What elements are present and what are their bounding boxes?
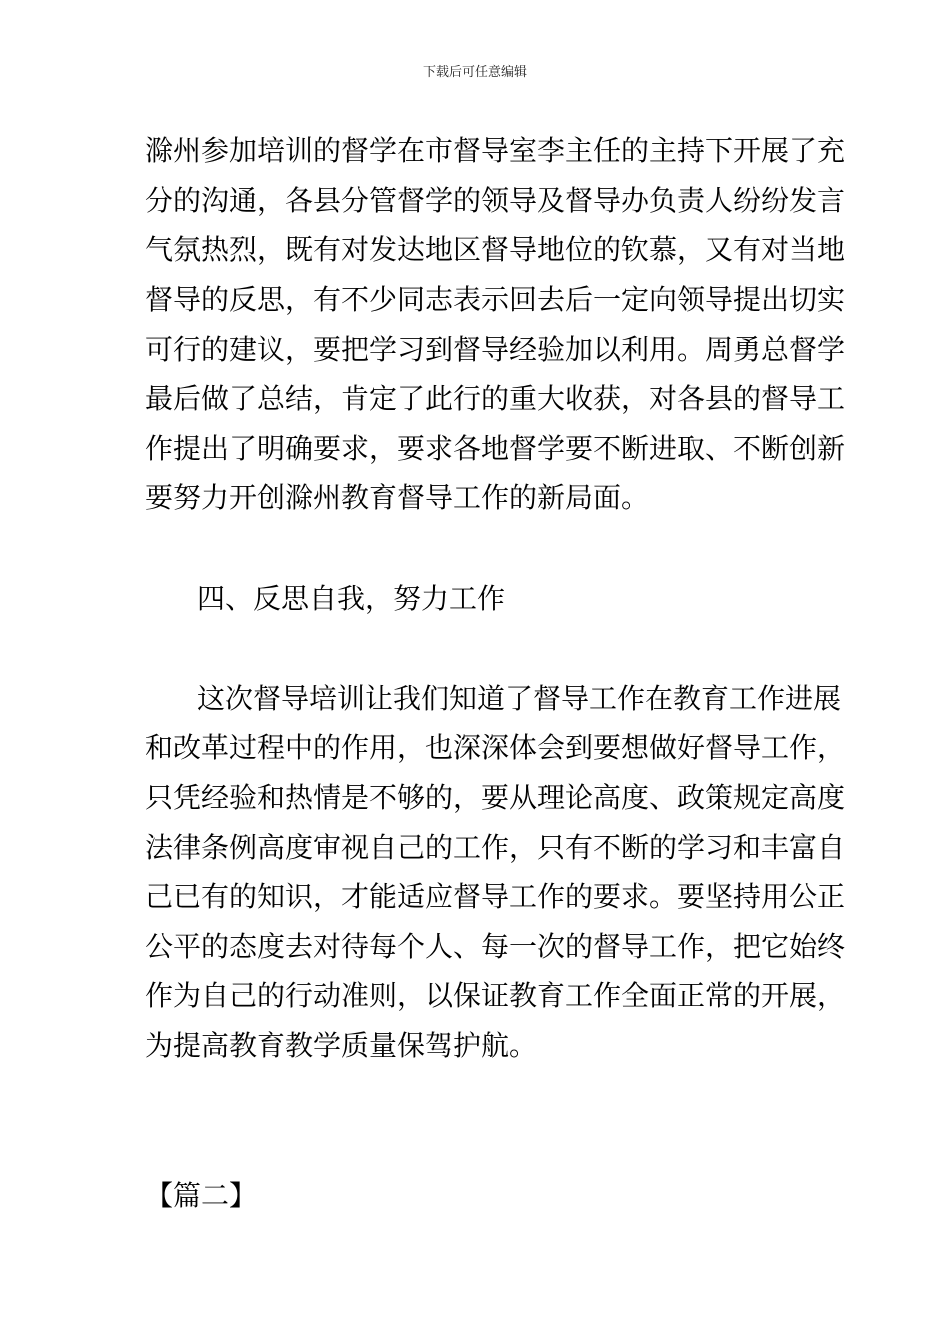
paragraph-line: 己已有的知识，才能适应督导工作的要求。要坚持用公正 — [145, 880, 846, 913]
paragraph-line: 可行的建议，要把学习到督导经验加以利用。周勇总督学 — [145, 333, 846, 366]
paragraph-line: 作为自己的行动准则，以保证教育工作全面正常的开展， — [145, 979, 846, 1012]
paragraph-line: 这次督导培训让我们知道了督导工作在教育工作进展 — [197, 682, 842, 715]
part-label: 【篇二】 — [145, 1179, 258, 1212]
paragraph-line: 滁州参加培训的督学在市督导室李主任的主持下开展了充 — [145, 134, 846, 167]
paragraph-line: 要努力开创滁州教育督导工作的新局面。 — [145, 481, 650, 514]
section-heading: 四、反思自我，努力工作 — [197, 582, 506, 615]
paragraph-line: 和改革过程中的作用，也深深体会到要想做好督导工作， — [145, 731, 846, 764]
paragraph-line: 为提高教育教学质量保驾护航。 — [145, 1029, 538, 1062]
paragraph-line: 分的沟通，各县分管督学的领导及督导办负责人纷纷发言 — [145, 184, 846, 217]
paragraph-line: 公平的态度去对待每个人、每一次的督导工作，把它始终 — [145, 930, 846, 963]
paragraph-line: 只凭经验和热情是不够的，要从理论高度、政策规定高度 — [145, 781, 846, 814]
paragraph-line: 最后做了总结，肯定了此行的重大收获，对各县的督导工 — [145, 382, 846, 415]
paragraph-line: 气氛热烈，既有对发达地区督导地位的钦慕，又有对当地 — [145, 233, 846, 266]
page-header-note: 下载后可任意编辑 — [422, 65, 527, 80]
paragraph-line: 作提出了明确要求，要求各地督学要不断进取、不断创新 — [145, 432, 846, 465]
paragraph-line: 督导的反思，有不少同志表示回去后一定向领导提出切实 — [145, 283, 846, 316]
paragraph-line: 法律条例高度审视自己的工作，只有不断的学习和丰富自 — [145, 831, 846, 864]
